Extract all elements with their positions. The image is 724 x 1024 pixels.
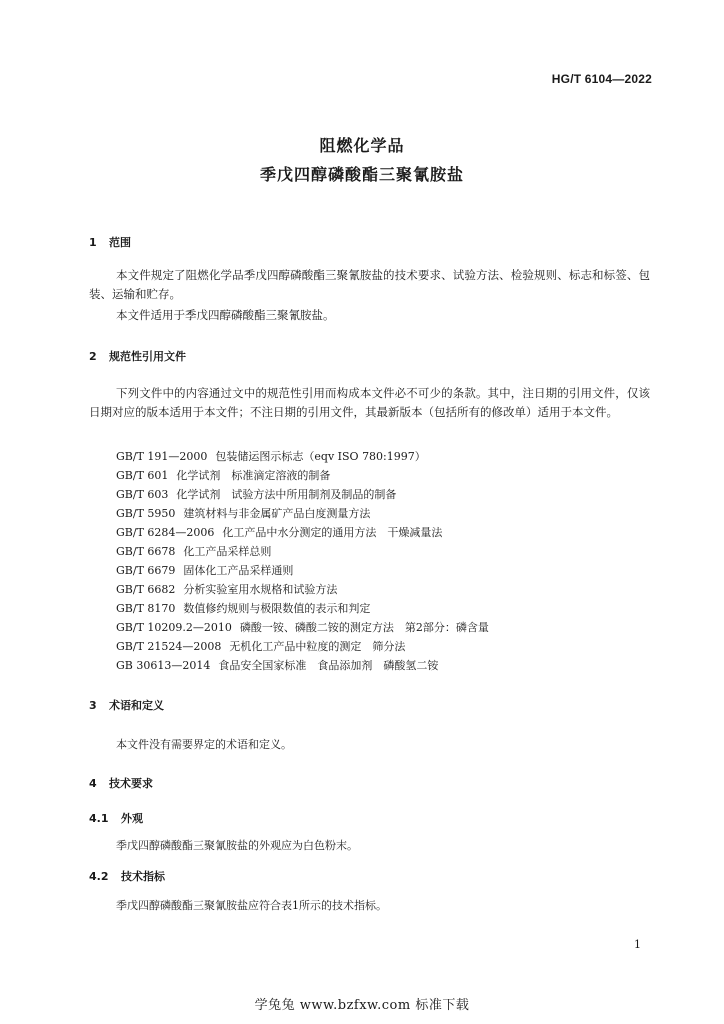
reference-item [116,618,489,637]
section-title: 技术要求 [109,777,153,790]
reference-code: GB/T 6678 [116,545,176,558]
indicators-paragraph: 季戊四醇磷酸酯三聚氰胺盐应符合表1所示的技术指标。 [116,899,387,912]
reference-title: 固体化工产品采样通则 [183,564,294,577]
section-number: 1 [89,236,97,249]
section-number: 3 [89,699,97,712]
reference-title: 化工产品采样总则 [183,545,272,558]
section-title: 范围 [109,236,131,249]
normative-references-list [116,447,489,675]
reference-item [116,561,489,580]
footer-watermark: 学兔兔 www.bzfxw.com 标准下载 [254,998,470,1013]
subsection-4-2-heading [89,868,165,884]
appearance-paragraph: 季戊四醇磷酸酯三聚氰胺盐的外观应为白色粉末。 [116,839,358,852]
section-1-heading [89,234,131,250]
reference-item [116,447,489,466]
reference-title: 建筑材料与非金属矿产品白度测量方法 [183,507,371,520]
reference-title: 化学试剂 试验方法中所用制剂及制品的制备 [176,488,397,501]
standard-code: HG/T 6104—2022 [551,72,652,86]
scope-paragraph-2: 本文件适用于季戊四醇磷酸酯三聚氰胺盐。 [116,308,335,322]
reference-item [116,656,489,675]
section-2-heading [89,348,186,364]
section-3-heading [89,697,164,713]
section-title: 规范性引用文件 [109,350,186,363]
reference-code: GB/T 191—2000 [116,450,208,463]
reference-title: 食品安全国家标准 食品添加剂 磷酸氢二铵 [218,659,439,672]
subsection-4-1-heading [89,810,143,826]
document-title-line-1: 阻燃化学品 [319,136,405,155]
reference-item [116,485,489,504]
reference-item [116,599,489,618]
subsection-number: 4.2 [89,870,109,883]
reference-item [116,504,489,523]
references-intro: 下列文件中的内容通过文中的规范性引用而构成本文件必不可少的条款。其中，注日期的引用文件，仅该日期对应的版本适用于本文件；不注日期的引用文件，其最新版本（包括所有的修改单）适用于本文件。 [89,386,650,419]
reference-code: GB/T 6679 [116,564,176,577]
section-number: 4 [89,777,97,790]
terms-paragraph: 本文件没有需要界定的术语和定义。 [116,738,292,751]
reference-code: GB 30613—2014 [116,659,211,672]
subsection-number: 4.1 [89,812,109,825]
reference-item [116,466,489,485]
subsection-title: 技术指标 [121,870,165,883]
reference-code: GB/T 8170 [116,602,176,615]
section-number: 2 [89,350,97,363]
reference-item [116,580,489,599]
reference-code: GB/T 601 [116,469,169,482]
reference-title: 化工产品中水分测定的通用方法 干燥减量法 [222,526,443,539]
reference-code: GB/T 10209.2—2010 [116,621,232,634]
section-4-heading [89,775,153,791]
reference-code: GB/T 6284—2006 [116,526,215,539]
reference-title: 磷酸一铵、磷酸二铵的测定方法 第2部分：磷含量 [239,621,489,634]
document-title-line-2: 季戊四醇磷酸酯三聚氰胺盐 [259,165,464,184]
reference-item [116,523,489,542]
subsection-title: 外观 [121,812,143,825]
reference-code: GB/T 6682 [116,583,176,596]
reference-title: 化学试剂 标准滴定溶液的制备 [176,469,331,482]
reference-title: 无机化工产品中粒度的测定 筛分法 [229,640,406,653]
reference-code: GB/T 5950 [116,507,176,520]
section-title: 术语和定义 [109,699,164,712]
reference-item [116,637,489,656]
page-number: 1 [634,938,641,951]
reference-title: 包装储运图示标志（eqv ISO 780:1997） [215,450,426,463]
reference-code: GB/T 603 [116,488,169,501]
reference-title: 分析实验室用水规格和试验方法 [183,583,338,596]
reference-title: 数值修约规则与极限数值的表示和判定 [183,602,371,615]
scope-paragraph-1: 本文件规定了阻燃化学品季戊四醇磷酸酯三聚氰胺盐的技术要求、试验方法、检验规则、标志和标签、包装、运输和贮存。 [89,268,650,301]
reference-code: GB/T 21524—2008 [116,640,222,653]
reference-item [116,542,489,561]
